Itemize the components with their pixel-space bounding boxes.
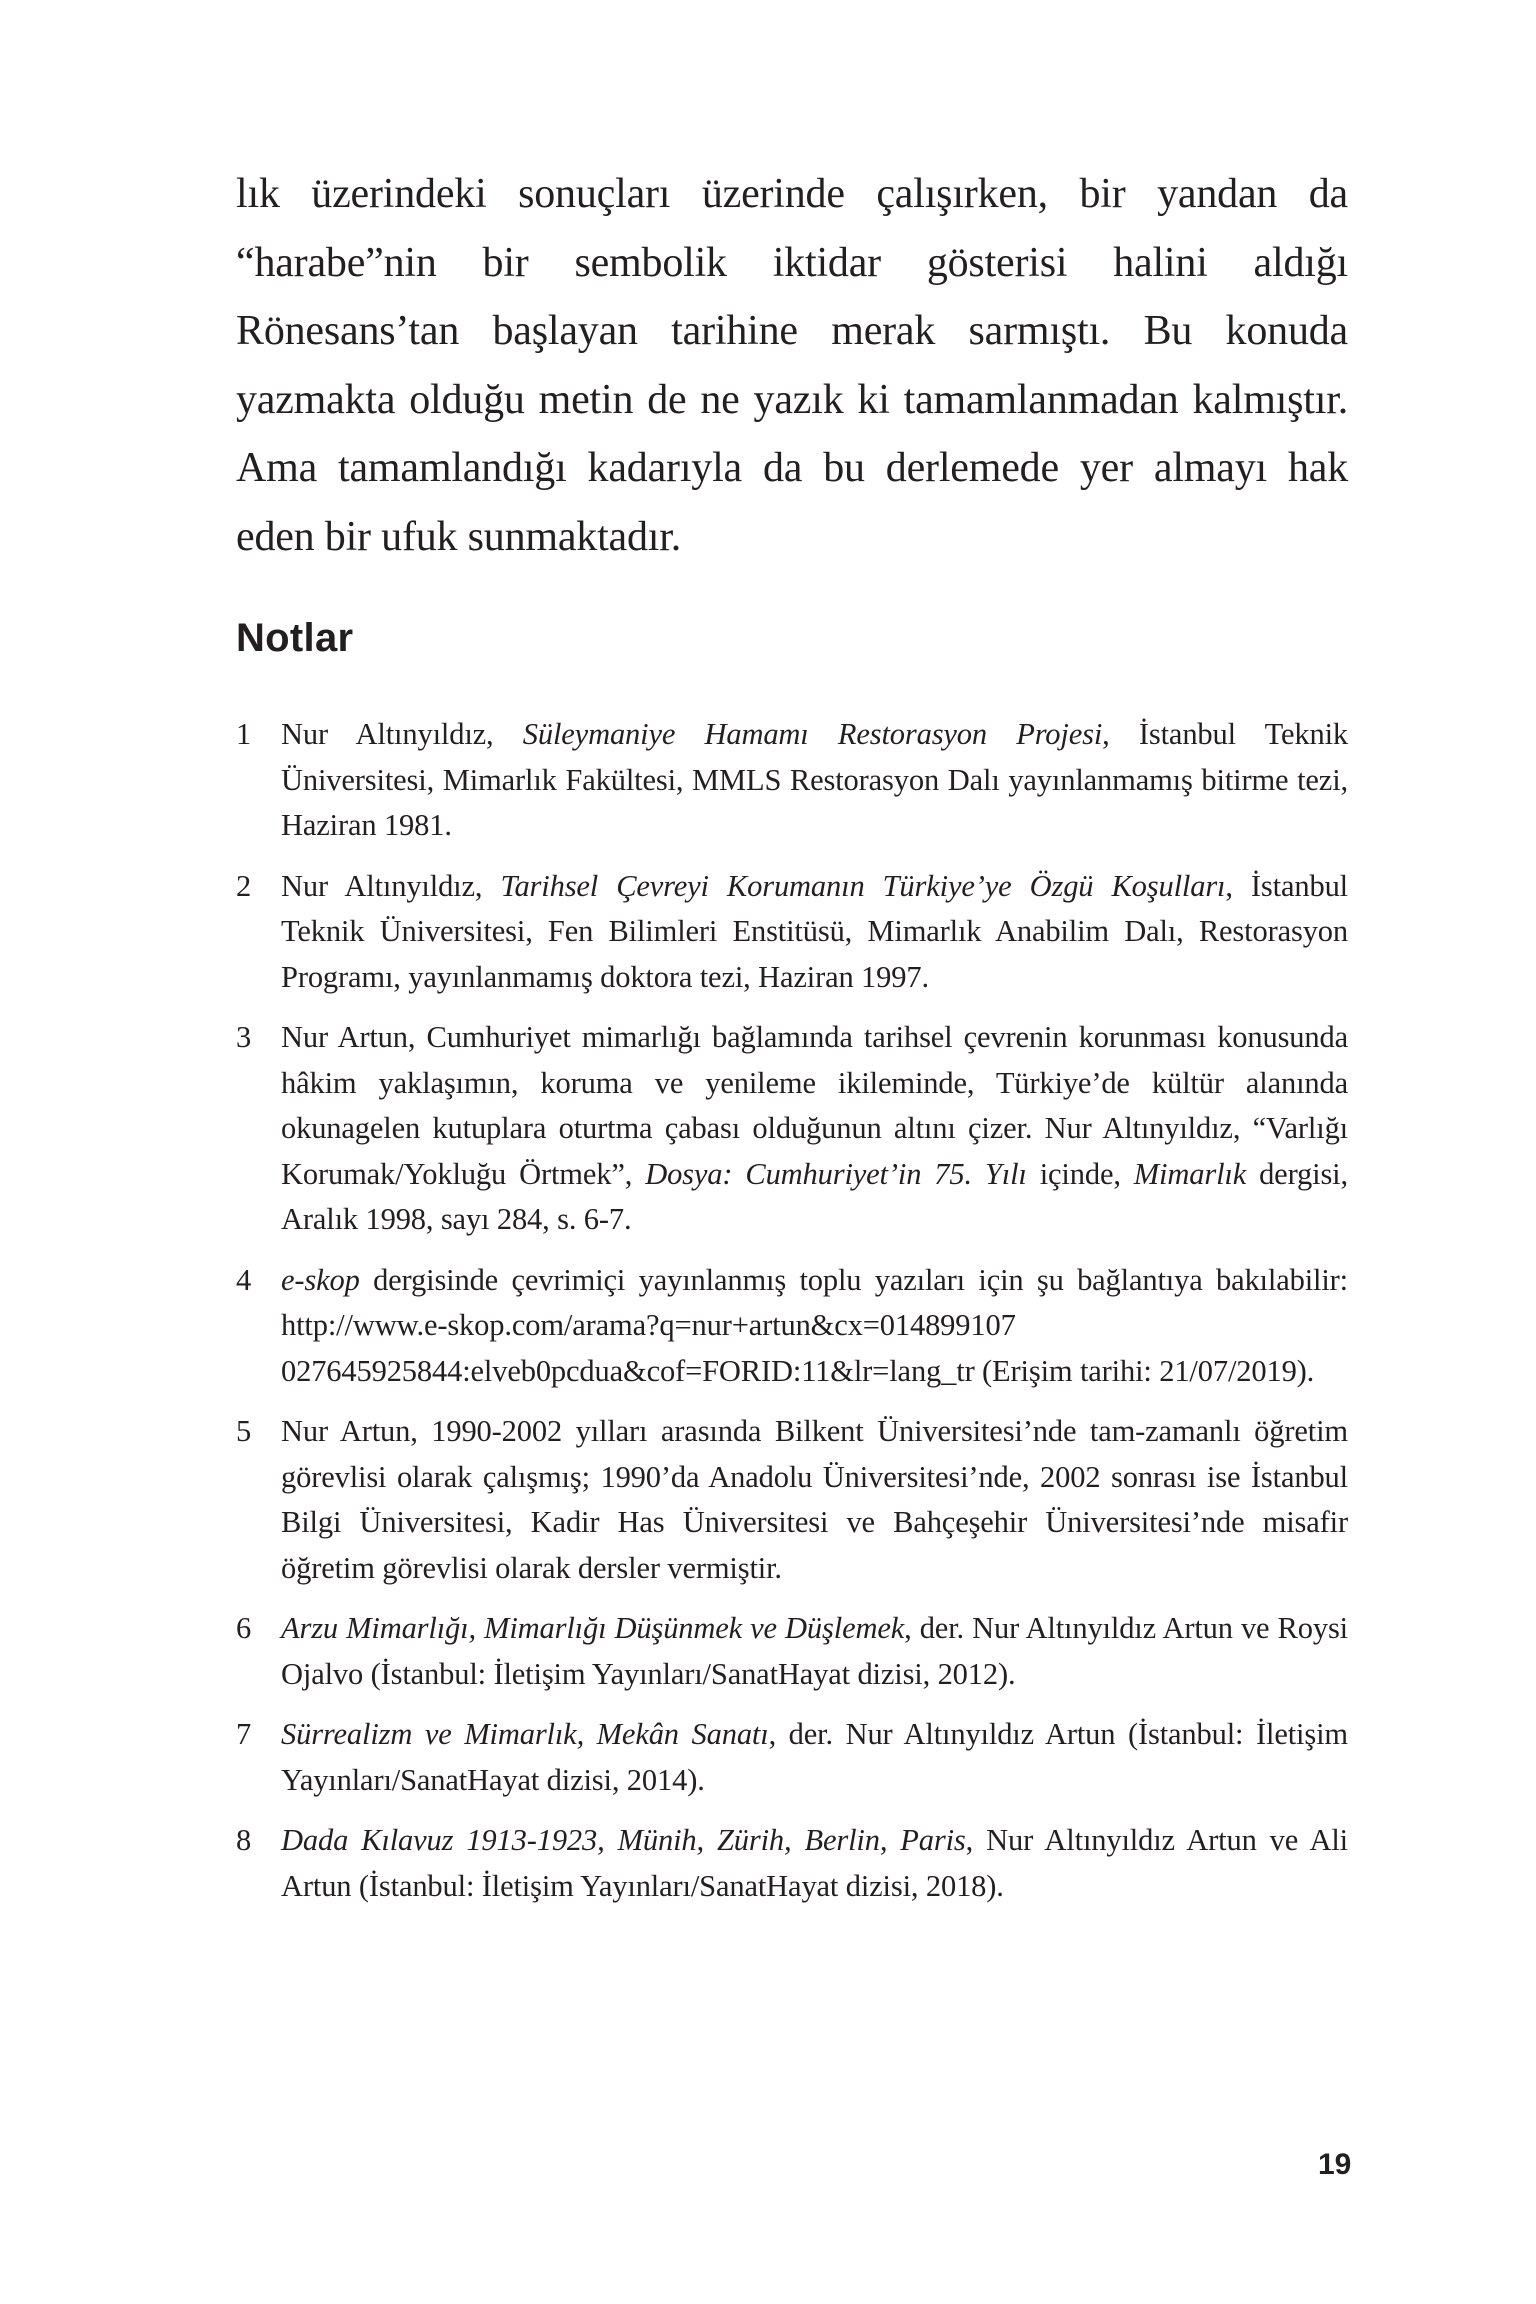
footnote bbox=[236, 712, 1348, 849]
footnote-number: 3 bbox=[236, 1020, 252, 1054]
footnote-text: Nur Altınyıldız, bbox=[281, 717, 523, 751]
footnote-title: Sürrealizm ve Mimarlık, Mekân Sanatı bbox=[281, 1717, 769, 1751]
footnote bbox=[236, 1818, 1348, 1909]
footnote-number: 5 bbox=[236, 1414, 252, 1448]
footnote-title: Dada Kılavuz 1913-1923, Münih, Zürih, Berlin, Paris bbox=[281, 1823, 966, 1857]
footnote bbox=[236, 1258, 1348, 1395]
footnote-text: içinde, bbox=[1026, 1156, 1134, 1191]
footnote-number: 1 bbox=[236, 717, 252, 751]
footnote-text: , der. Nur Altınyıldız Artun (İstanbul: İletişim Yayınları/SanatHayat dizisi, 2014). bbox=[281, 1717, 1348, 1797]
footnote-text: dergisi, Aralık 1998, sayı 284, s. 6-7. bbox=[281, 1156, 1348, 1236]
footnote-number: 8 bbox=[236, 1823, 252, 1857]
footnote-text: , der. Nur Altınyıldız Artun ve Roysi Ojalvo (İstanbul: İletişim Yayınları/SanatHayat dizisi, 2012). bbox=[281, 1611, 1348, 1691]
footnote-text: Nur Altınyıldız, bbox=[281, 868, 501, 903]
body-section bbox=[236, 160, 1348, 571]
footnote-text: dergisinde çevrimiçi yayınlanmış toplu yazıları için şu bağlantıya bakılabilir: http://www.e-skop.com/arama?q=nur+artun&cx=014899107 027645925844:elveb0pcdua&cof=FORID:11&lr=lang_tr (Erişim tarihi: 21/07/2019). bbox=[281, 1262, 1348, 1388]
footnote-title: Tarihsel Çevreyi Korumanın Türkiye’ye Özgü Koşulları bbox=[500, 868, 1226, 903]
footnote-text: , İstanbul Teknik Üniversitesi, Mimarlık Fakültesi, MMLS Restorasyon Dalı yayınlanmamış bitirme tezi, Haziran 1981. bbox=[281, 717, 1348, 842]
footnote-number: 4 bbox=[236, 1262, 252, 1297]
footnote-title: Süleymaniye Hamamı Restorasyon Projesi bbox=[522, 717, 1103, 751]
footnote bbox=[236, 1409, 1348, 1591]
body-paragraph: lık üzerindeki sonuçları üzerinde çalışırken, bir yandan da “harabe”nin bir sembolik iktidar gösterisi halini aldığı Rönesans’tan başlayan tarihine merak sarmıştı. Bu konuda yazmakta olduğu metin de ne yazık ki tamamlanmadan kalmıştır. Ama tamamlandığı kadarıyla da bu derlemede yer almayı hak eden bir ufuk sunmaktadır. bbox=[236, 171, 1348, 560]
footnote-text: , İstanbul Teknik Üniversitesi, Fen Bilimleri Enstitüsü, Mimarlık Anabilim Dalı, Restorasyon Programı, yayınlanmamış doktora tezi, Haziran 1997. bbox=[281, 868, 1348, 994]
footnote-title: e-skop bbox=[281, 1262, 360, 1297]
footnote-text: Nur Artun, Cumhuriyet mimarlığı bağlamında tarihsel çevrenin korunması konusunda hâkim yaklaşımın, koruma ve yenileme ikileminde, Türkiye’de kültür alanında okunagelen kutuplara oturtma çabası olduğunun altını çizer. Nur Altınyıldız, “Varlığı Korumak/Yokluğu Örtmek”, bbox=[281, 1020, 1348, 1191]
footnote-number: 6 bbox=[236, 1611, 252, 1645]
footnote-number: 2 bbox=[236, 868, 252, 903]
footnote-title: Dosya: Cumhuriyet’in 75. Yılı bbox=[645, 1156, 1027, 1191]
footnote-number: 7 bbox=[236, 1717, 252, 1751]
footnote-title: Arzu Mimarlığı, Mimarlığı Düşünmek ve Düşlemek bbox=[281, 1611, 905, 1645]
footnote bbox=[236, 1712, 1348, 1803]
notes-list bbox=[236, 712, 1348, 1924]
notes-heading: Notlar bbox=[236, 616, 354, 660]
footnote bbox=[236, 1606, 1348, 1697]
page-number: 19 bbox=[1318, 2148, 1352, 2181]
footnote-text: Nur Artun, 1990-2002 yılları arasında Bilkent Üniversitesi’nde tam-zamanlı öğretim görevlisi olarak çalışmış; 1990’da Anadolu Üniversitesi’nde, 2002 sonrası ise İstanbul Bilgi Üniversitesi, Kadir Has Üniversitesi ve Bahçeşehir Üniversitesi’nde misafir öğretim görevlisi olarak dersler vermiştir. bbox=[281, 1414, 1348, 1585]
footnote bbox=[236, 1015, 1348, 1243]
footnote bbox=[236, 864, 1348, 1001]
footnote-text: , Nur Altınyıldız Artun ve Ali Artun (İstanbul: İletişim Yayınları/SanatHayat dizisi, 2018). bbox=[281, 1823, 1348, 1903]
footnote-title: Mimarlık bbox=[1133, 1156, 1247, 1191]
